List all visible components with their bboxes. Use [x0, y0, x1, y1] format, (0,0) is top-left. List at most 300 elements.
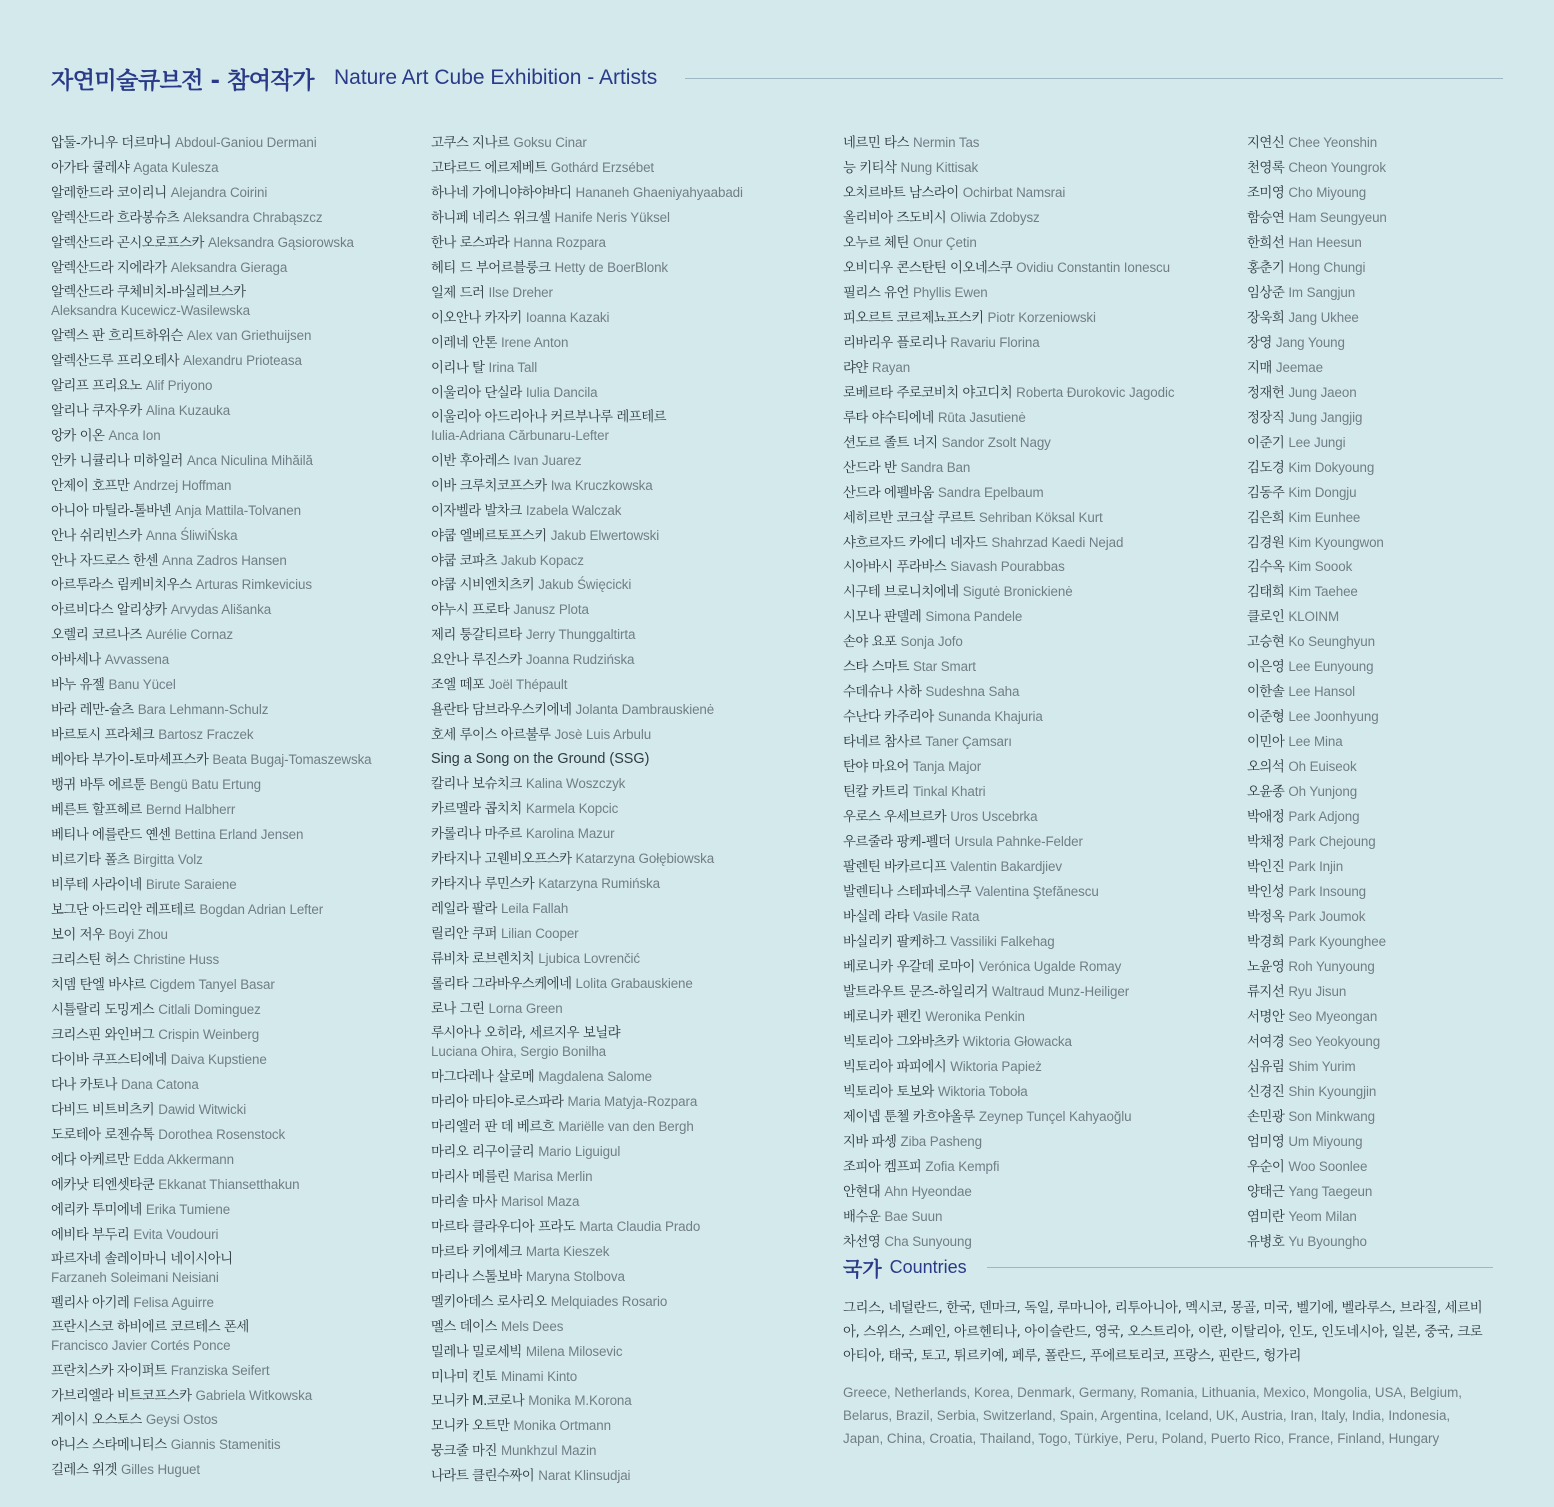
artist-name-english: Anna ŚliwiŃska: [145, 527, 238, 543]
artist-name-english: Cigdem Tanyel Basar: [149, 976, 275, 992]
artist-entry: [1247, 456, 1537, 481]
artist-name-korean: 미나미 킨토: [431, 1369, 497, 1385]
artist-name-english: Bara Lehmann-Schulz: [137, 702, 269, 718]
artist-name-korean: 수난다 카주리아: [843, 710, 934, 726]
artist-name-english: Janusz Plota: [513, 602, 589, 618]
artist-entry: [843, 630, 1243, 655]
artist-name-korean: 다비드 비트비츠키: [51, 1102, 155, 1118]
artist-entry: [51, 1023, 421, 1048]
artist-name-korean: 이레네 안톤: [431, 335, 497, 351]
artist-name-english: Aleksandra Kucewicz-Wasilewska: [51, 302, 250, 318]
artist-name-english: Joël Thépault: [488, 677, 568, 693]
artist-name-english: Iulia Dancila: [525, 384, 598, 400]
artist-name-korean: 파르자네 솔레이마니 네이시아니: [51, 1251, 233, 1267]
artist-name-english: Hetty de BoerBlonk: [554, 259, 669, 275]
artist-entry: [1247, 680, 1537, 705]
artist-name-english: Bernd Halbherr: [145, 802, 236, 818]
artist-name-english: Erika Tumiene: [145, 1201, 231, 1217]
artist-name-korean: 바르토시 프라체크: [51, 728, 155, 744]
artist-name-korean: 길레스 위겟: [51, 1463, 117, 1479]
artist-name-korean: 이준형: [1247, 710, 1285, 726]
artist-name-english: Ljubica Lovrenčić: [538, 951, 641, 966]
artist-name-english: Evita Voudouri: [133, 1226, 219, 1242]
artist-name-english: Andrzej Hoffman: [133, 477, 232, 493]
artist-entry: [1247, 1105, 1537, 1130]
artist-name-english: Rayan: [871, 359, 911, 375]
artist-name-english: Alif Priyono: [145, 377, 213, 393]
artist-name-korean: 알렉산드라 쿠체비치-바실레브스카: [51, 284, 246, 300]
artist-name-korean: 시모나 판델레: [843, 610, 922, 626]
artist-entry: [1247, 306, 1537, 331]
artist-name-english: Jang Young: [1275, 334, 1345, 350]
artist-entry: [1247, 1005, 1537, 1030]
artist-entry: [431, 623, 831, 648]
artist-entry: [1247, 481, 1537, 506]
artist-name-korean: 베아타 부가이-토마셰프스카: [51, 753, 209, 769]
artist-name-english: Ioanna Kazaki: [525, 309, 610, 325]
artist-name-english: Oh Euiseok: [1288, 759, 1357, 775]
artist-entry: [1247, 156, 1537, 181]
artist-entry: [1247, 1080, 1537, 1105]
artist-name-english: Zeynep Tunçel Kahyaoğlu: [978, 1108, 1132, 1124]
artist-name-korean: 리바리우 플로리나: [843, 335, 947, 351]
artist-name-korean: 알렉산드라 지에라가: [51, 260, 167, 276]
artist-name-korean: 오윤종: [1247, 785, 1285, 801]
artist-name-korean: 이자벨라 발차크: [431, 503, 522, 519]
artist-name-english: Karmela Kopcic: [525, 801, 619, 817]
artist-name-korean: 헤티 드 부어르블룽크: [431, 260, 551, 276]
artist-entry: [843, 406, 1243, 431]
artist-entry: [431, 381, 831, 406]
artist-entry: [431, 822, 831, 847]
artist-entry: [431, 499, 831, 524]
artist-name-english: Jolanta Dambrauskienė: [575, 702, 715, 718]
artist-name-english: Uros Uscebrka: [950, 809, 1038, 825]
artist-name-english: Monika Ortmann: [513, 1418, 611, 1434]
artist-entry: [431, 331, 831, 356]
artist-name-english: Mels Dees: [500, 1318, 564, 1334]
artist-name-korean: 바실리키 팔케하그: [843, 935, 947, 950]
artist-name-english: Wiktoria Papież: [950, 1058, 1042, 1074]
countries-divider: [987, 1267, 1493, 1268]
artist-name-korean: 올리비아 즈도비시: [843, 210, 947, 226]
artist-entry: [431, 181, 831, 206]
artist-name-korean: 밀레나 밀로세빅: [431, 1344, 522, 1360]
artist-name-korean: 스타 스마트: [843, 660, 909, 676]
artist-name-english: Maria Matyja-Rozpara: [567, 1093, 698, 1109]
artist-name-korean: 프란치스카 자이퍼트: [51, 1363, 167, 1379]
artist-name-english: Birute Saraiene: [145, 877, 237, 893]
artist-column-2: [431, 131, 831, 1489]
artist-name-english: Woo Soonlee: [1288, 1158, 1368, 1174]
artist-entry: [843, 905, 1243, 930]
artist-name-english: Kim Taehee: [1288, 584, 1358, 600]
artist-name-korean: 임상준: [1247, 285, 1285, 301]
artist-name-english: Arvydas Ališanka: [170, 602, 272, 618]
artist-name-korean: 타네르 참사르: [843, 735, 922, 751]
artist-entry: [51, 374, 421, 399]
artist-entry: [843, 306, 1243, 331]
artist-name-english: Monika M.Korona: [528, 1393, 632, 1409]
artist-entry: [1247, 755, 1537, 780]
artist-name-korean: 조엘 떼포: [431, 678, 485, 694]
artist-entry: [51, 256, 421, 281]
artist-entry: [51, 1223, 421, 1248]
artist-name-english: Wiktoria Głowacka: [962, 1033, 1072, 1049]
artist-entry: [843, 1105, 1243, 1130]
artist-name-english: Yu Byoungho: [1288, 1233, 1367, 1249]
artist-name-english: Kim Eunhee: [1288, 509, 1361, 525]
artist-name-english: Han Heesun: [1288, 234, 1362, 250]
artist-entry: [431, 406, 831, 445]
artist-name-english: Karolina Mazur: [525, 826, 615, 842]
artist-name-english: Jerry Thunggaltirta: [525, 627, 636, 643]
artist-name-korean: 알레한드라 코이리니: [51, 185, 167, 201]
artist-name-korean: 모니카 오트만: [431, 1419, 510, 1435]
artist-entry: [1247, 256, 1537, 281]
artist-name-english: Maryna Stolbova: [525, 1268, 625, 1284]
artist-entry: [843, 481, 1243, 506]
artist-name-korean: 이은영: [1247, 660, 1285, 676]
artist-name-korean: 하니페 네리스 위크셀: [431, 210, 551, 226]
artist-name-english: Lee Hansol: [1288, 684, 1356, 700]
artist-name-korean: 류비차 로브렌치치: [431, 952, 535, 967]
artist-entry: [843, 830, 1243, 855]
artist-name-english: Leila Fallah: [500, 901, 569, 917]
artist-name-korean: 앙카 이온: [51, 428, 105, 444]
artist-name-korean: 염미란: [1247, 1209, 1285, 1225]
artist-entry: [431, 1389, 831, 1414]
artist-name-english: Boyi Zhou: [108, 927, 168, 943]
artist-entry: [431, 797, 831, 822]
artist-name-korean: 프란시스코 하비에르 코르테스 폰세: [51, 1319, 249, 1335]
artist-name-english: Cho Miyoung: [1288, 184, 1367, 200]
artist-name-english: Ziba Pasheng: [900, 1133, 982, 1149]
artist-name-korean: 하나네 가에니야하야바디: [431, 185, 572, 201]
artist-entry: [431, 256, 831, 281]
artist-name-english: Lorna Green: [488, 1000, 563, 1016]
artist-entry: [51, 598, 421, 623]
artist-name-english: Kim Kyoungwon: [1288, 534, 1384, 550]
artist-name-korean: 탄야 마요어: [843, 760, 909, 776]
artist-name-english: Lilian Cooper: [500, 926, 579, 942]
artist-entry: [843, 1205, 1243, 1230]
artist-name-korean: 알렉스 판 흐리트하위슨: [51, 328, 183, 344]
artist-name-english: Jeemae: [1275, 359, 1323, 375]
artist-name-english: Hanna Rozpara: [513, 234, 606, 250]
artist-entry: [843, 506, 1243, 531]
artist-name-korean: 조미영: [1247, 185, 1285, 201]
artist-name-english: Katarzyna Gołębiowska: [575, 851, 715, 867]
artist-name-english: Anna Zadros Hansen: [162, 552, 287, 568]
artist-name-korean: 제이넵 툰첼 카흐야올루: [843, 1109, 975, 1125]
artist-name-korean: 호세 루이스 아르불루: [431, 728, 551, 744]
artist-entry: [1247, 980, 1537, 1005]
artist-name-korean: 심유림: [1247, 1059, 1285, 1075]
artist-name-english: Nung Kittisak: [900, 159, 979, 175]
artist-name-english: Vassiliki Falkehag: [950, 934, 1055, 949]
artist-name-korean: 마리엘러 판 데 베르흐: [431, 1119, 555, 1135]
artist-name-korean: 손야 요포: [843, 635, 897, 651]
artist-name-english: Sandra Ban: [900, 459, 971, 475]
artist-name-english: Valentin Bakardjiev: [950, 859, 1062, 875]
artist-name-english: Im Sangjun: [1288, 284, 1356, 300]
artist-entry: [51, 131, 421, 156]
artist-name-english: Aleksandra Chrabąszcz: [183, 209, 323, 225]
artist-name-english: Ahn Hyeondae: [884, 1183, 972, 1199]
artist-entry: [843, 256, 1243, 281]
artist-entry: [843, 930, 1243, 955]
artist-name-korean: 지연신: [1247, 136, 1285, 151]
artist-name-korean: 나라트 클린수짜이: [431, 1469, 535, 1485]
artist-entry: [51, 798, 421, 823]
artist-name-english: Gothárd Erzsébet: [550, 159, 655, 175]
artist-entry: [431, 847, 831, 872]
artist-name-english: Weronika Penkin: [925, 1008, 1025, 1024]
artist-name-english: Tinkal Khatri: [912, 784, 986, 800]
artist-entry: [51, 1359, 421, 1384]
artist-name-korean: 야쿱 엘베르토프스키: [431, 528, 547, 544]
artist-name-korean: 박애정: [1247, 810, 1285, 826]
artist-name-english: Agata Kulesza: [133, 159, 219, 175]
artist-entry: [51, 823, 421, 848]
artist-name-korean: 김태희: [1247, 585, 1285, 601]
page-title-english: Nature Art Cube Exhibition - Artists: [333, 66, 658, 89]
artist-name-korean: 보그단 아드리안 레프테르: [51, 903, 196, 919]
artist-entry: [51, 1148, 421, 1173]
artist-name-english: Shim Yurim: [1288, 1058, 1356, 1074]
artist-name-english: Lee Jungi: [1288, 434, 1346, 450]
artist-name-english: Ham Seungyeun: [1288, 209, 1387, 225]
artist-entry: [51, 623, 421, 648]
artist-name-english: Aleksandra Gąsiorowska: [207, 234, 354, 250]
artist-name-english: Farzaneh Soleimani Neisiani: [51, 1269, 219, 1285]
artist-entry: [431, 1022, 831, 1061]
artist-name-english: Vasile Rata: [912, 909, 980, 925]
artist-entry: [431, 1090, 831, 1115]
artist-entry: [51, 524, 421, 549]
artist-name-english: Ravariu Florina: [950, 334, 1040, 350]
artist-name-korean: 아르투라스 림케비치우스: [51, 578, 192, 594]
artist-name-english: Aurélie Cornaz: [145, 627, 233, 643]
artist-name-korean: 알렉산드라 흐라봉슈츠: [51, 210, 180, 226]
artist-entry: [843, 1180, 1243, 1205]
artist-name-english: Gabriela Witkowska: [195, 1387, 313, 1403]
artist-entry: [51, 1433, 421, 1458]
artist-entry: [1247, 605, 1537, 630]
artist-name-english: Jung Jangjig: [1288, 409, 1363, 425]
artist-name-korean: 이리나 탈: [431, 360, 485, 376]
page-title-korean: 자연미술큐브전 - 참여작가: [51, 67, 314, 94]
artist-entry: [1247, 1205, 1537, 1230]
artist-entry: [51, 1048, 421, 1073]
artist-name-korean: 류지선: [1247, 984, 1285, 1000]
artist-name-english: Franziska Seifert: [170, 1362, 270, 1378]
artist-name-korean: 압둘-가니우 더르마니: [51, 136, 172, 151]
artist-name-korean: 노윤영: [1247, 959, 1285, 975]
artist-entry: [51, 698, 421, 723]
artist-name-korean: 김도경: [1247, 460, 1285, 476]
artist-name-korean: Sing a Song on the Ground (SSG): [431, 751, 650, 768]
artist-name-korean: 레일라 팔라: [431, 902, 497, 918]
artist-name-korean: 베른트 할프헤르: [51, 803, 142, 819]
artist-entry: [431, 698, 831, 723]
artist-name-english: Alejandra Coirini: [170, 184, 268, 200]
artist-name-english: Katarzyna Rumińska: [538, 876, 660, 892]
artist-entry: [843, 655, 1243, 680]
artist-name-korean: 아르비다스 알리샹카: [51, 603, 167, 619]
artist-name-korean: 고타르드 에르제베트: [431, 160, 547, 176]
artist-name-korean: 손민광: [1247, 1109, 1285, 1125]
artist-name-english: Nermin Tas: [912, 135, 980, 150]
artist-entry: [1247, 905, 1537, 930]
artist-name-korean: 오치르바트 남스라이: [843, 185, 959, 201]
artist-name-english: Shahrzad Kaedi Nejad: [991, 534, 1124, 550]
artist-name-korean: 오누르 체틴: [843, 235, 909, 251]
artist-entry: [843, 955, 1243, 980]
artist-name-korean: 안제이 호프만: [51, 478, 130, 494]
artist-name-korean: 야누시 프로타: [431, 603, 510, 619]
artist-name-english: Jakub Święcicki: [538, 577, 632, 593]
artist-entry: [1247, 955, 1537, 980]
artist-entry: [1247, 555, 1537, 580]
artist-name-korean: 베로니카 펜킨: [843, 1009, 922, 1025]
artist-name-english: Sonja Jofo: [900, 634, 963, 650]
artist-name-korean: 양태근: [1247, 1184, 1285, 1200]
artist-name-english: Gilles Huguet: [120, 1462, 201, 1478]
artist-entry: [1247, 1155, 1537, 1180]
artist-name-english: Daiva Kupstiene: [170, 1051, 267, 1067]
artist-name-english: Crispin Weinberg: [158, 1026, 260, 1042]
artist-name-english: Star Smart: [912, 659, 976, 675]
artist-name-english: Seo Yeokyoung: [1288, 1033, 1381, 1049]
artist-name-korean: 오의석: [1247, 760, 1285, 776]
artist-name-korean: 빅토리아 토보와: [843, 1084, 934, 1100]
artist-entry: [51, 1316, 421, 1355]
artist-name-korean: 베티나 에를란드 옌센: [51, 828, 171, 844]
artist-name-korean: 바누 유젤: [51, 678, 105, 694]
artist-name-korean: 조피아 켐프피: [843, 1159, 922, 1175]
artist-entry: [1247, 705, 1537, 730]
artist-name-korean: 비르기타 폴츠: [51, 853, 130, 869]
artist-entry: [51, 1458, 421, 1483]
artist-entry: [431, 474, 831, 499]
artist-name-english: Ilse Dreher: [488, 284, 553, 300]
artist-name-english: Irina Tall: [488, 359, 538, 375]
artist-name-korean: 네르민 타스: [843, 136, 909, 151]
artist-entry: [431, 972, 831, 997]
artist-entry: [1247, 1180, 1537, 1205]
artist-name-english: Park Injin: [1288, 859, 1344, 875]
artist-entry: [51, 156, 421, 181]
artist-name-english: Alexandru Prioteasa: [183, 352, 302, 368]
artist-name-english: Ekkanat Thiansetthakun: [158, 1176, 300, 1192]
artist-entry: [51, 573, 421, 598]
artist-name-korean: 빅토리아 파피에시: [843, 1059, 947, 1075]
artist-name-english: Luciana Ohira, Sergio Bonilha: [431, 1043, 607, 1059]
artist-name-korean: 발트라우트 문즈-하일리거: [843, 984, 988, 1000]
artist-entry: [843, 1030, 1243, 1055]
artist-name-korean: 비루테 사라이네: [51, 878, 142, 894]
artist-name-english: Waltraud Munz-Heiliger: [991, 983, 1130, 999]
artist-name-english: Felisa Aguirre: [133, 1294, 214, 1310]
artist-name-korean: 게이시 오스토스: [51, 1413, 142, 1429]
artist-entry: [51, 181, 421, 206]
artist-entry: [843, 331, 1243, 356]
artist-name-english: Yang Taegeun: [1288, 1183, 1373, 1199]
artist-name-english: Mario Liguigul: [538, 1143, 621, 1159]
artist-entry: [51, 673, 421, 698]
artist-name-korean: 팔렌틴 바카르디프: [843, 860, 947, 876]
artist-name-korean: 우로스 우세브르카: [843, 810, 947, 826]
artist-name-english: Iwa Kruczkowska: [550, 477, 653, 493]
artist-entry: [431, 1065, 831, 1090]
artist-entry: [1247, 181, 1537, 206]
artist-name-english: Narat Klinsudjai: [538, 1468, 631, 1484]
artist-name-english: Kim Dongju: [1288, 484, 1357, 500]
artist-entry: [843, 181, 1243, 206]
artist-name-korean: 요안나 루진스카: [431, 653, 522, 669]
artist-name-korean: 세히르반 코크살 쿠르트: [843, 510, 975, 526]
artist-name-korean: 가브리엘라 비트코프스카: [51, 1388, 192, 1404]
artist-name-korean: 로베르타 주로코비치 야고디치: [843, 385, 1013, 401]
artist-name-korean: 안카 니큘리나 미하일러: [51, 453, 183, 469]
artist-name-english: Park Insoung: [1288, 884, 1367, 900]
artist-name-korean: 다이바 쿠프스티에네: [51, 1052, 167, 1068]
artist-name-english: Melquiades Rosario: [550, 1293, 668, 1309]
artist-entry: [1247, 531, 1537, 556]
artist-entry: [1247, 506, 1537, 531]
artist-name-english: Anja Mattila-Tolvanen: [175, 502, 301, 518]
artist-name-korean: 클로인: [1247, 610, 1285, 626]
artist-name-english: Jakub Elwertowski: [550, 527, 660, 543]
artist-column-3: [843, 131, 1243, 1255]
artist-entry: [431, 356, 831, 381]
artist-entry: [431, 748, 831, 772]
artist-name-korean: 산드라 에펠바움: [843, 485, 934, 501]
artist-name-english: Tanja Major: [912, 759, 982, 775]
artist-entry: [843, 1130, 1243, 1155]
artist-entry: [51, 948, 421, 973]
artist-entry: [51, 923, 421, 948]
artist-name-korean: 아바세나: [51, 653, 101, 669]
artist-entry: [51, 1291, 421, 1316]
artist-name-korean: 알리프 프리요노: [51, 378, 142, 394]
artist-name-english: Magdalena Salome: [538, 1068, 653, 1084]
artist-entry: [843, 1055, 1243, 1080]
artist-name-korean: 이한솔: [1247, 685, 1285, 701]
artist-name-korean: 마리나 스톨보바: [431, 1269, 522, 1285]
artist-name-english: Banu Yücel: [108, 677, 176, 693]
artist-name-korean: 릴리안 쿠퍼: [431, 927, 497, 943]
artist-name-english: Bettina Erland Jensen: [174, 827, 304, 843]
artist-name-korean: 발렌티나 스테파네스쿠: [843, 885, 972, 901]
artist-name-korean: 한희선: [1247, 235, 1285, 251]
artist-entry: [431, 306, 831, 331]
artist-entry: [1247, 131, 1537, 156]
artist-name-korean: 시구테 브로니치에네: [843, 585, 959, 601]
artist-entry: [843, 356, 1243, 381]
artist-entry: [1247, 880, 1537, 905]
artist-name-korean: 고승현: [1247, 635, 1285, 651]
artist-name-english: Onur Çetin: [912, 234, 977, 250]
artist-entry: [843, 680, 1243, 705]
artist-entry: [431, 897, 831, 922]
artist-entry: [431, 872, 831, 897]
artist-name-english: Sandra Epelbaum: [937, 484, 1044, 500]
artist-name-english: Shin Kyoungjin: [1288, 1083, 1377, 1099]
artist-name-english: Iulia-Adriana Cărbunaru-Lefter: [431, 427, 609, 443]
